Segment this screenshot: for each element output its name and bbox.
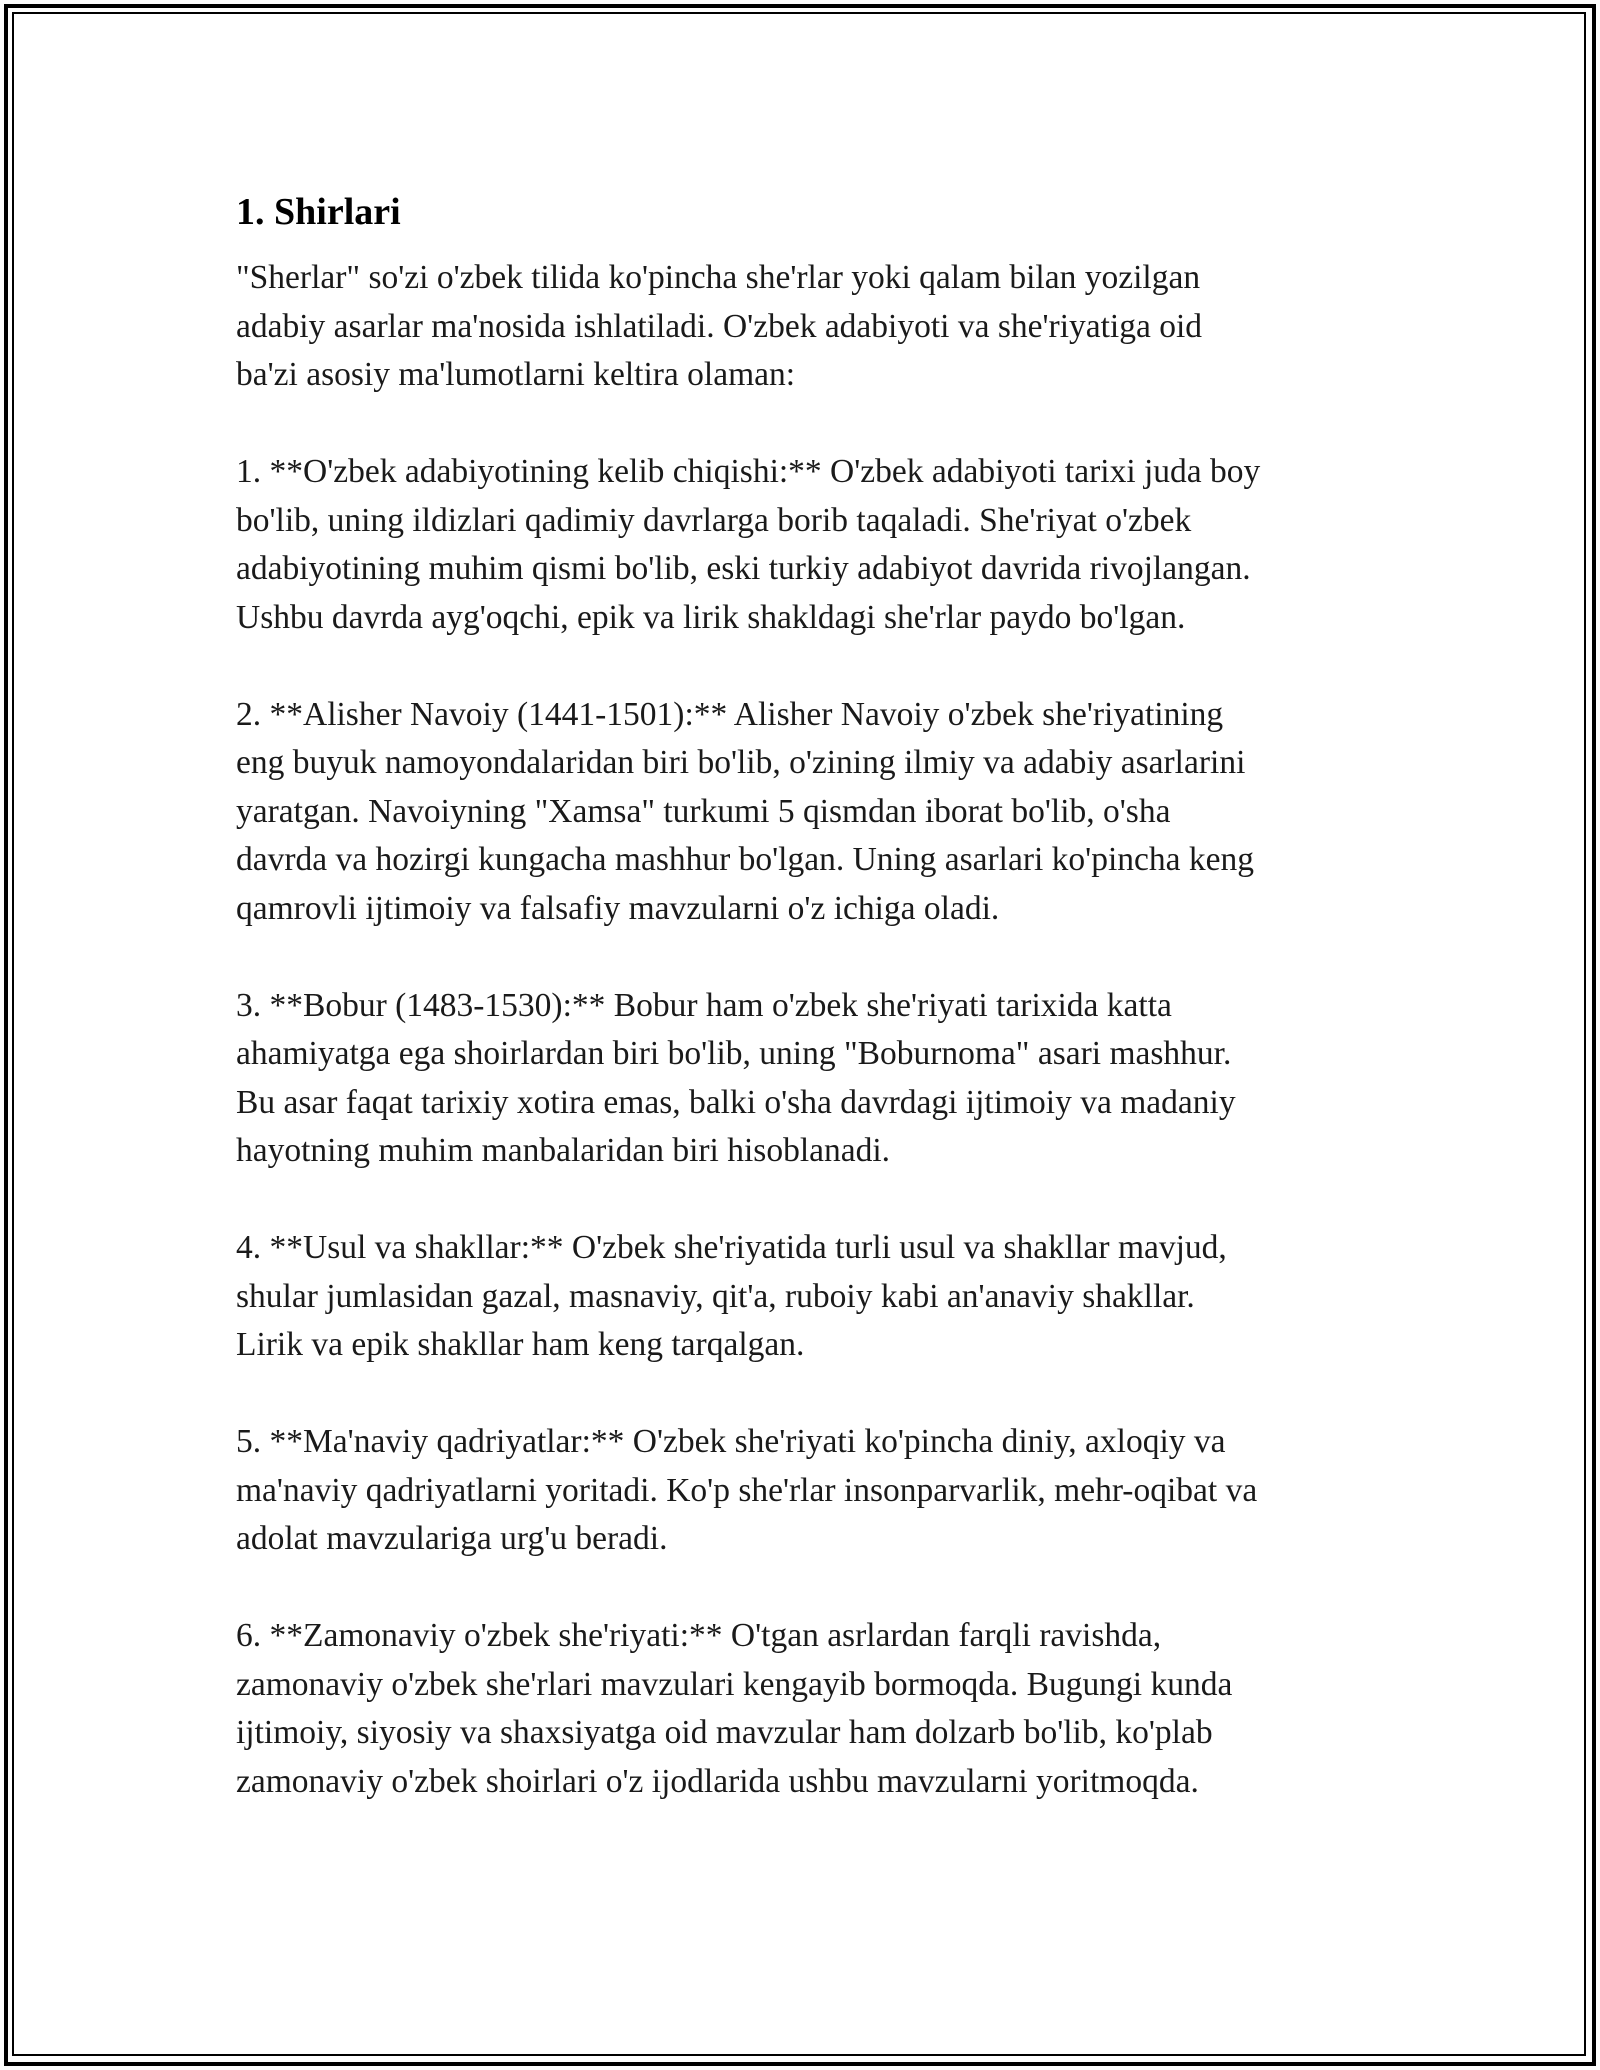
paragraph-values: 5. **Ma'naviy qadriyatlar:** O'zbek she'riyati ko'pincha diniy, axloqiy va ma'naviy qadriyatlarni yoritadi. Ko'p she'rlar insonparvarlik, mehr-oqibat va adolat mavzulariga urg'u beradi. bbox=[236, 1423, 1258, 1557]
paragraph-origin: 1. **O'zbek adabiyotining kelib chiqishi:** O'zbek adabiyoti tarixi juda boy bo'lib, uning ildizlari qadimiy davrlarga borib taqaladi. She'riyat o'zbek adabiyotining muhim qismi bo'lib, eski turkiy adabiyot davrida rivojlangan. Ushbu davrda ayg'oqchi, epik va lirik shakldagi she'rlar paydo bo'lgan. bbox=[236, 453, 1261, 636]
paragraph-forms: 4. **Usul va shakllar:** O'zbek she'riyatida turli usul va shakllar mavjud, shular jumlasidan gazal, masnaviy, qit'a, ruboiy kabi an'anaviy shakllar. Lirik va epik shakllar ham keng tarqalgan. bbox=[236, 1229, 1227, 1363]
paragraph-bobur: 3. **Bobur (1483-1530):** Bobur ham o'zbek she'riyati tarixida katta ahamiyatga ega shoirlardan biri bo'lib, uning "Boburnoma" asari mashhur. Bu asar faqat tarixiy xotira emas, balki o'sha davrdagi ijtimoiy va madaniy hayotning muhim manbalaridan biri hisoblanadi. bbox=[236, 986, 1236, 1169]
intro-paragraph: "Sherlar" so'zi o'zbek tilida ko'pincha she'rlar yoki qalam bilan yozilgan adabiy asarlar ma'nosida ishlatiladi. O'zbek adabiyoti va she'riyatiga oid ba'zi asosiy ma'lumotlarni keltira olaman: bbox=[236, 259, 1203, 393]
paragraph-modern: 6. **Zamonaviy o'zbek she'riyati:** O'tgan asrlardan farqli ravishda, zamonaviy o'zbek she'rlari mavzulari kengayib bormoqda. Bugungi kunda ijtimoiy, siyosiy va shaxsiyatga oid mavzular ham dolzarb bo'lib, ko'plab zamonaviy o'zbek shoirlari o'z ijodlarida ushbu mavzularni yoritmoqda. bbox=[236, 1617, 1233, 1800]
section-heading: 1. Shirlari bbox=[236, 191, 401, 233]
document-body bbox=[236, 186, 1376, 1855]
paragraph-navoiy: 2. **Alisher Navoiy (1441-1501):** Alisher Navoiy o'zbek she'riyatining eng buyuk namoyondalaridan biri bo'lib, o'zining ilmiy va adabiy asarlarini yaratgan. Navoiyning "Xamsa" turkumi 5 qismdan iborat bo'lib, o'sha davrda va hozirgi kungacha mashhur bo'lgan. Uning asarlari ko'pincha keng qamrovli ijtimoiy va falsafiy mavzularni o'z ichiga oladi. bbox=[236, 695, 1255, 927]
